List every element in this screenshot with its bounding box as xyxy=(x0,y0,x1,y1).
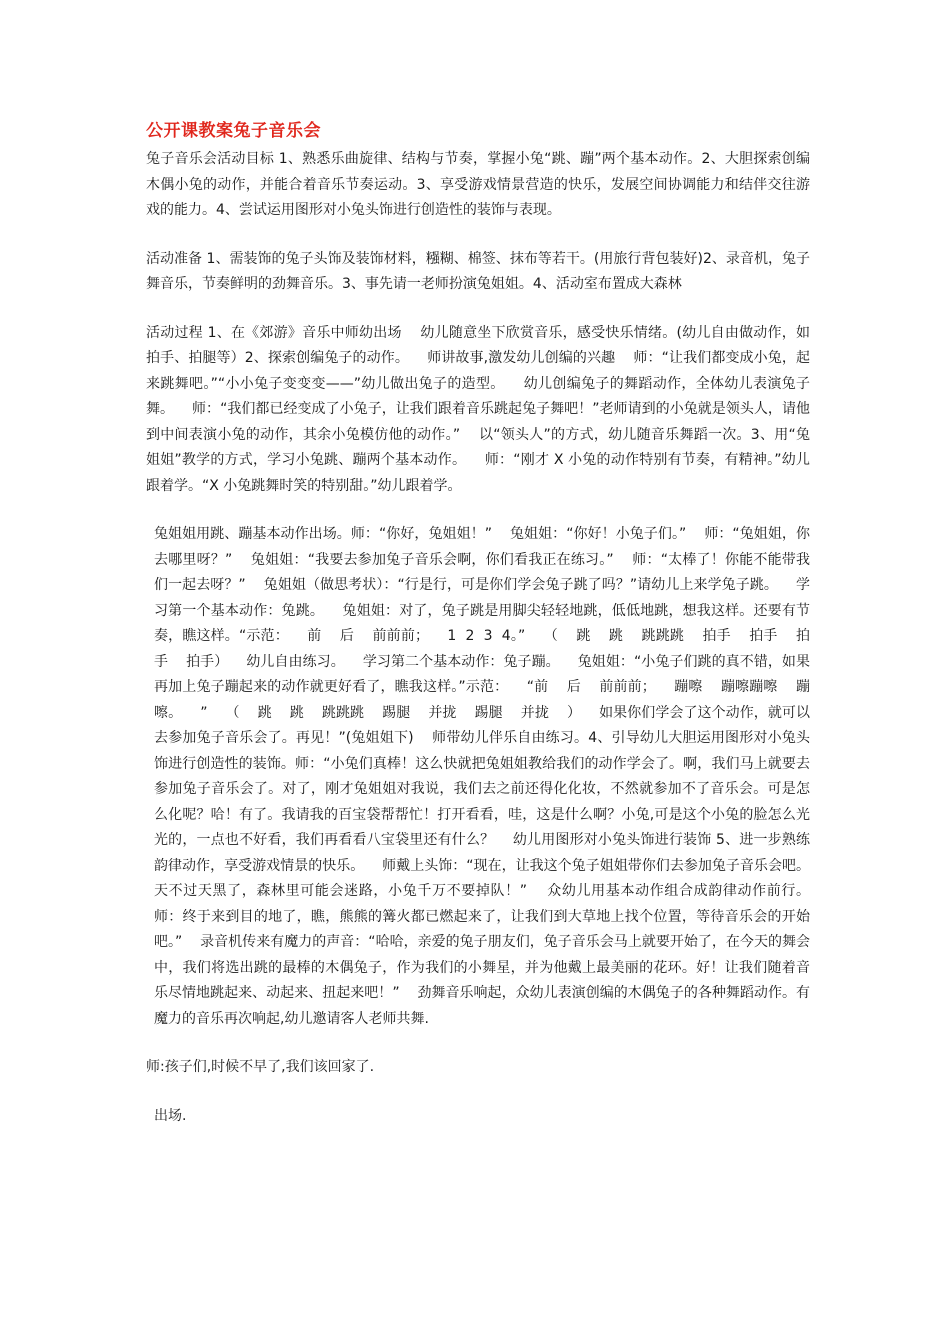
closing-line: 师:孩子们,时候不早了,我们该回家了. xyxy=(146,1059,375,1075)
exit-line: 出场. xyxy=(154,1107,187,1124)
document-page xyxy=(146,118,828,1129)
process-paragraph: 活动过程 1、在《郊游》音乐中师幼出场 幼儿随意坐下欣赏音乐，感受快乐情绪。(幼儿自由做动作，如拍手、拍腿等）2、探索创编兔子的动作。 师讲故事,激发幼儿创编的兴趣 师：“让我们都变成小兔，起来跳舞吧。”“小小兔子变变变——”幼儿做出兔子的造型。 幼儿创编兔子的舞蹈动作，全体幼儿表演兔子舞。 师：“我们都已经变成了小兔子，让我们跟着音乐跳起兔子舞吧！”老师请到的小兔就是领头人，请他到中间表演小兔的动作，其余小兔模仿他的动作。” 以“领头人”的方式，幼儿随音乐舞蹈一次。3、用“兔姐姐”教学的方式，学习小兔跳、蹦两个基本动作。 师：“刚才 X 小兔的动作特别有节奏，有精神。”幼儿跟着学。“X 小兔跳舞时笑的特别甜。”幼儿跟着学。 xyxy=(146,324,810,494)
paragraph-gap xyxy=(146,1032,810,1055)
activity-detail-paragraph: 兔姐姐用跳、蹦基本动作出场。师：“你好，兔姐姐！” 兔姐姐：“你好！小兔子们。” 师：“兔姐姐，你去哪里呀？” 兔姐姐：“我要去参加兔子音乐会啊，你们看我正在练习。” 师：“太棒了！你能不能带我们一起去呀？” 兔姐姐（做思考状）：“行是行，可是你们学会兔子跳了吗？”请幼儿上来学兔子跳。 学习第一个基本动作：兔跳。 兔姐姐：对了，兔子跳是用脚尖轻轻地跳，低低地跳，想我这样。还要有节奏，瞧这样。“示范： 前 后 前前前； 1 2 3 4。” （ 跳 跳 跳跳跳 拍手 拍手 拍手 拍手） 幼儿自由练习。 学习第二个基本动作：兔子蹦。 兔姐姐：“小兔子们跳的真不错，如果再加上兔子蹦起来的动作就更好看了，瞧我这样。”示范： “前 后 前前前； 蹦嚓 蹦嚓蹦嚓 蹦嚓。 ” （ 跳 跳 跳跳跳 踢腿 并拢 踢腿 并拢 ） 如果你们学会了这个动作，就可以去参加兔子音乐会了。再见！”(兔姐姐下) 师带幼儿伴乐自由练习。4、引导幼儿大胆运用图形对小兔头饰进行创造性的装饰。师：“小兔们真棒！这么快就把兔姐姐教给我们的动作学会了。啊，我们马上就要去参加兔子音乐会了。对了，刚才兔姐姐对我说，我们去之前还得化化妆，不然就参加不了音乐会。可是怎么化呢？哈！有了。我请我的百宝袋帮帮忙！打开看看，哇，这是什么啊？小兔,可是这个小兔的脸怎么光光的，一点也不好看，我们再看看八宝袋里还有什么？ 幼儿用图形对小兔头饰进行装饰 5、进一步熟练韵律动作，享受游戏情景的快乐。 师戴上头饰：“现在，让我这个兔子姐姐带你们去参加兔子音乐会吧。天不过天黑了，森林里可能会迷路，小兔千万不要掉队！” 众幼儿用基本动作组合成韵律动作前行。 师：终于来到目的地了，瞧，熊熊的篝火都已燃起来了，让我们到大草地上找个位置，等待音乐会的开始吧。” 录音机传来有魔力的声音：“哈哈，亲爱的兔子朋友们，兔子音乐会马上就要开始了，在今天的舞会中，我们将选出跳的最棒的木偶兔子，作为我们的小舞星，并为他戴上最美丽的花环。好！让我们随着音乐尽情地跳起来、动起来、扭起来吧！” 劲舞音乐响起，众幼儿表演创编的木偶兔子的各种舞蹈动作。有魔力的音乐再次响起,幼儿邀请客人老师共舞. xyxy=(154,526,828,1027)
paragraph-gap xyxy=(146,298,810,321)
objectives-paragraph: 兔子音乐会活动目标 1、熟悉乐曲旋律、结构与节奏，掌握小兔“跳、蹦”两个基本动作。2、大胆探索创编木偶小兔的动作，并能合着音乐节奏运动。3、享受游戏情景营造的快乐，发展空间协调能力和结伴交往游戏的能力。4、尝试运用图形对小兔头饰进行创造性的装饰与表现。 xyxy=(146,151,810,218)
preparation-paragraph: 活动准备 1、需装饰的兔子头饰及装饰材料，糨糊、棉签、抹布等若干。(用旅行背包装好)2、录音机，兔子舞音乐，节奏鲜明的劲舞音乐。3、事先请一老师扮演兔姐姐。4、活动室布置成大森林 xyxy=(146,250,810,292)
paragraph-gap xyxy=(146,1081,810,1104)
document-title: 公开课教案兔子音乐会 xyxy=(146,121,321,141)
paragraph-gap xyxy=(146,224,810,247)
paragraph-gap xyxy=(146,499,810,522)
